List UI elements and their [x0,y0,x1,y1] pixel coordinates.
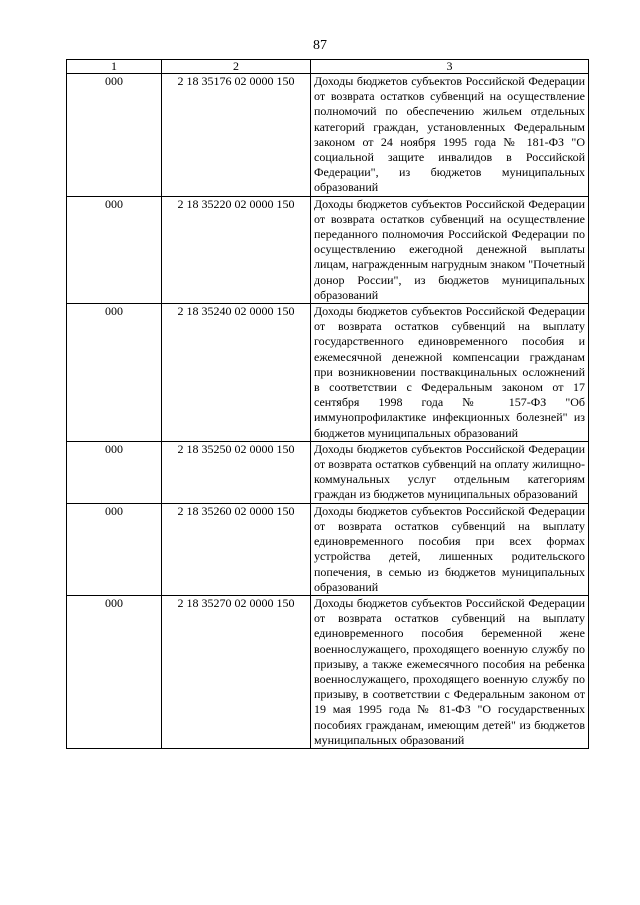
column-header-1: 1 [67,60,162,74]
kbk-code-cell: 2 18 35270 02 0000 150 [162,595,311,748]
admin-code-cell: 000 [67,503,162,595]
kbk-code-cell: 2 18 35250 02 0000 150 [162,441,311,503]
page-number: 87 [313,38,327,53]
table-row [67,304,589,442]
description-cell: Доходы бюджетов субъектов Российской Федерации от возврата остатков субвенций на выплату государственного единовременного пособия и ежемесячной денежной компенсации гражданам при возникновении поствакцинальных осложнений в соответствии с Федеральным законом от 17 сентября 1998 года № 157-ФЗ "Об иммунопрофилактике инфекционных болезней" из бюджетов муниципальных образований [311,304,589,442]
table-row [67,74,589,197]
description-cell: Доходы бюджетов субъектов Российской Федерации от возврата остатков субвенций на выплату единовременного пособия при всех формах устройства детей, лишенных родительского попечения, в семью из бюджетов муниципальных образований [311,503,589,595]
kbk-code-cell: 2 18 35240 02 0000 150 [162,304,311,442]
admin-code-cell: 000 [67,304,162,442]
table-header-row [67,60,589,74]
table-row [67,503,589,595]
admin-code-cell: 000 [67,595,162,748]
column-header-2: 2 [162,60,311,74]
admin-code-cell: 000 [67,74,162,197]
admin-code-cell: 000 [67,196,162,303]
kbk-code-cell: 2 18 35220 02 0000 150 [162,196,311,303]
table-row [67,441,589,503]
admin-code-cell: 000 [67,441,162,503]
description-cell: Доходы бюджетов субъектов Российской Федерации от возврата остатков субвенций на осуществление переданного полномочия Российской Федерации по осуществлению ежегодной денежной выплаты лицам, награжденным нагрудным знаком "Почетный донор России", из бюджетов муниципальных образований [311,196,589,303]
table-row [67,595,589,748]
column-header-3: 3 [311,60,589,74]
kbk-code-cell: 2 18 35260 02 0000 150 [162,503,311,595]
description-cell: Доходы бюджетов субъектов Российской Федерации от возврата остатков субвенций на выплату единовременного пособия беременной жене военнослужащего, проходящего военную службу по призыву, а также ежемесячного пособия на ребенка военнослужащего, проходящего военную службу по призыву, в соответствии с Федеральным законом от 19 мая 1995 года № 81-ФЗ "О государственных пособиях гражданам, имеющим детей" из бюджетов муниципальных образований [311,595,589,748]
budget-codes-table [66,59,589,749]
kbk-code-cell: 2 18 35176 02 0000 150 [162,74,311,197]
description-cell: Доходы бюджетов субъектов Российской Федерации от возврата остатков субвенций на оплату жилищно-коммунальных услуг отдельным категориям граждан из бюджетов муниципальных образований [311,441,589,503]
description-cell: Доходы бюджетов субъектов Российской Федерации от возврата остатков субвенций на осуществление полномочий по обеспечению жильем отдельных категорий граждан, установленных Федеральным законом от 24 ноября 1995 года № 181-ФЗ "О социальной защите инвалидов в Российской Федерации", из бюджетов муниципальных образований [311,74,589,197]
table-row [67,196,589,303]
